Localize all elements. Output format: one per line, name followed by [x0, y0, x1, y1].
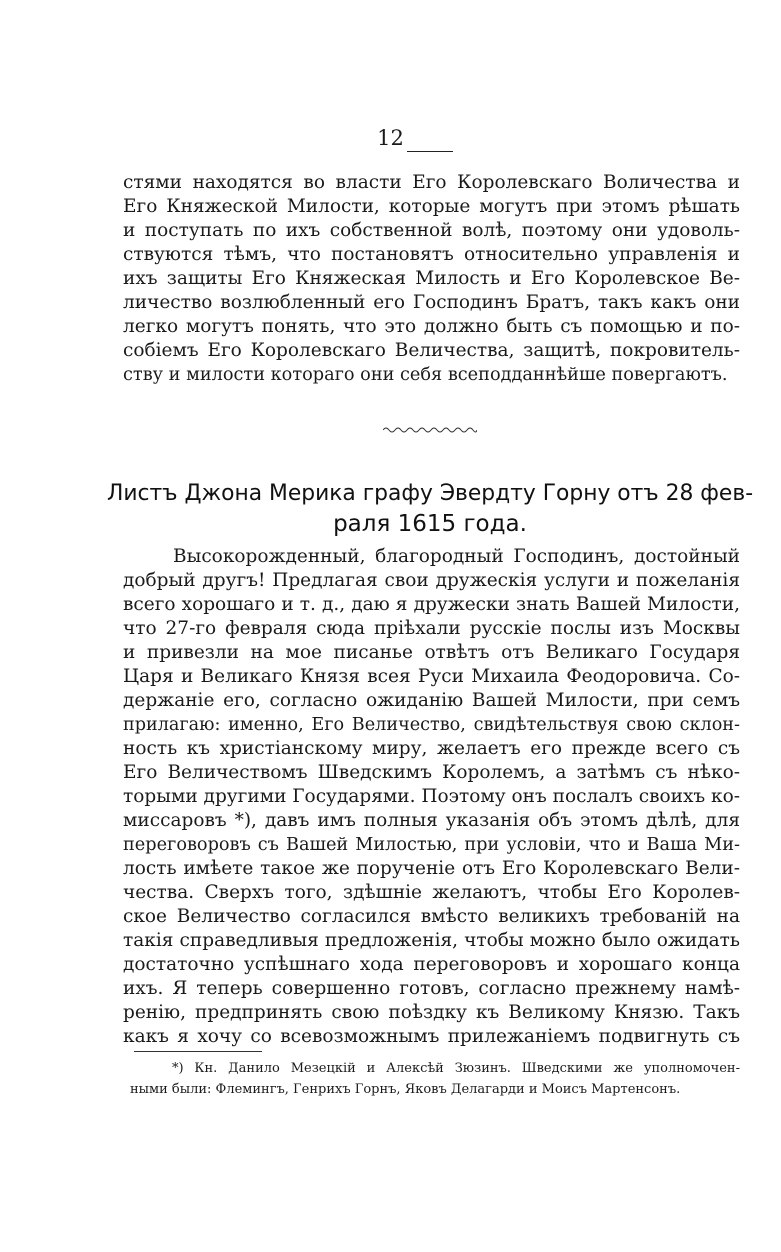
text-line: ству и милости котораго они себя всеподданнѣйше повергаютъ.: [123, 365, 728, 385]
text-line: Его Княжеской Милости, которые могутъ при этомъ рѣшать: [123, 196, 740, 217]
heading-line: Листъ Джона Мерика графу Эвердту Горну отъ 28 фев-: [106, 481, 754, 506]
text-line: собіемъ Его Королевскаго Величества, защитѣ, покровитель-: [123, 340, 740, 361]
text-line: добрый другъ! Предлагая свои дружескія услуги и пожеланія: [123, 570, 740, 591]
text-line: какъ я хочу со всевозможнымъ прилежаніемъ подвигнуть съ: [123, 1026, 740, 1047]
letter-body: [123, 545, 740, 1049]
text-line: и привезли на мое писанье отвѣтъ отъ Великаго Государя: [123, 642, 740, 663]
footnote-line: ными были: Флемингъ, Генрихъ Горнъ, Яковъ Делагарди и Моисъ Мартенсонъ.: [130, 1082, 681, 1097]
footnote: [130, 1058, 740, 1100]
text-line: ренію, предпринять свою поѣздку къ Великому Князю. Такъ: [123, 1002, 740, 1023]
letter-heading: [100, 479, 760, 539]
text-line: переговоровъ съ Вашей Милостью, при условіи, что и Ваша Ми-: [123, 835, 740, 855]
heading-line: раля 1615 года.: [333, 511, 527, 537]
text-line: такія справедливыя предложенія, чтобы можно было ожидать: [123, 930, 740, 951]
text-line: всего хорошаго и т. д., даю я дружески знать Вашей Милости,: [123, 594, 740, 615]
text-line: ствуются тѣмъ, что постановятъ относительно управленія и: [123, 244, 740, 265]
continuation-paragraph: [123, 171, 740, 387]
text-line: легко могутъ понять, что это должно быть съ помощью и по-: [123, 316, 740, 337]
text-line: чества. Сверхъ того, здѣшніе желаютъ, чтобы Его Королев-: [123, 882, 740, 903]
section-ornament: [383, 425, 477, 435]
text-line: Его Величествомъ Шведскимъ Королемъ, а затѣмъ съ нѣко-: [123, 762, 740, 783]
text-line: прилагаю: именно, Его Величество, свидѣтельствуя свою склон-: [123, 715, 740, 735]
text-line: Высокорожденный, благородный Господинъ, достойный: [173, 546, 740, 567]
footnote-rule: [134, 1051, 262, 1052]
page-number-rule: [407, 151, 453, 152]
text-line: ность къ христіанскому миру, желаетъ его прежде всего съ: [123, 738, 740, 759]
text-line: и поступать по ихъ собственной волѣ, поэтому они удоволь-: [123, 220, 740, 241]
text-line: держаніе его, согласно ожиданію Вашей Милости, при семъ: [123, 690, 740, 711]
text-line: ское Величество согласился вмѣсто великихъ требованій на: [123, 906, 740, 927]
text-line: ихъ. Я теперь совершенно готовъ, согласно прежнему намѣ-: [123, 978, 740, 999]
text-line: Царя и Великаго Князя всея Руси Михаила Феодоровича. Со-: [123, 666, 740, 687]
text-line: личество возлюбленный его Господинъ Братъ, такъ какъ они: [123, 292, 740, 313]
footnote-line: *) Кн. Данило Мезецкій и Алексѣй Зюзинъ. Шведскими же уполномочен-: [172, 1061, 740, 1076]
page-number: 12: [377, 126, 404, 150]
text-line: ихъ защиты Его Княжеская Милость и Его Королевское Ве-: [123, 268, 740, 289]
text-line: стями находятся во власти Его Королевскаго Воличества и: [123, 172, 740, 193]
text-line: что 27-го февраля сюда пріѣхали русскіе послы изъ Москвы: [123, 618, 740, 639]
text-line: торыми другими Государями. Поэтому онъ послалъ своихъ ко-: [123, 786, 740, 807]
text-line: миссаровъ *), давъ имъ полныя указанія объ этомъ дѣлѣ, для: [123, 810, 740, 831]
text-line: достаточно успѣшнаго хода переговоровъ и хорошаго конца: [123, 954, 740, 975]
text-line: лость имѣете такое же порученіе отъ Его Королевскаго Вели-: [123, 858, 740, 879]
